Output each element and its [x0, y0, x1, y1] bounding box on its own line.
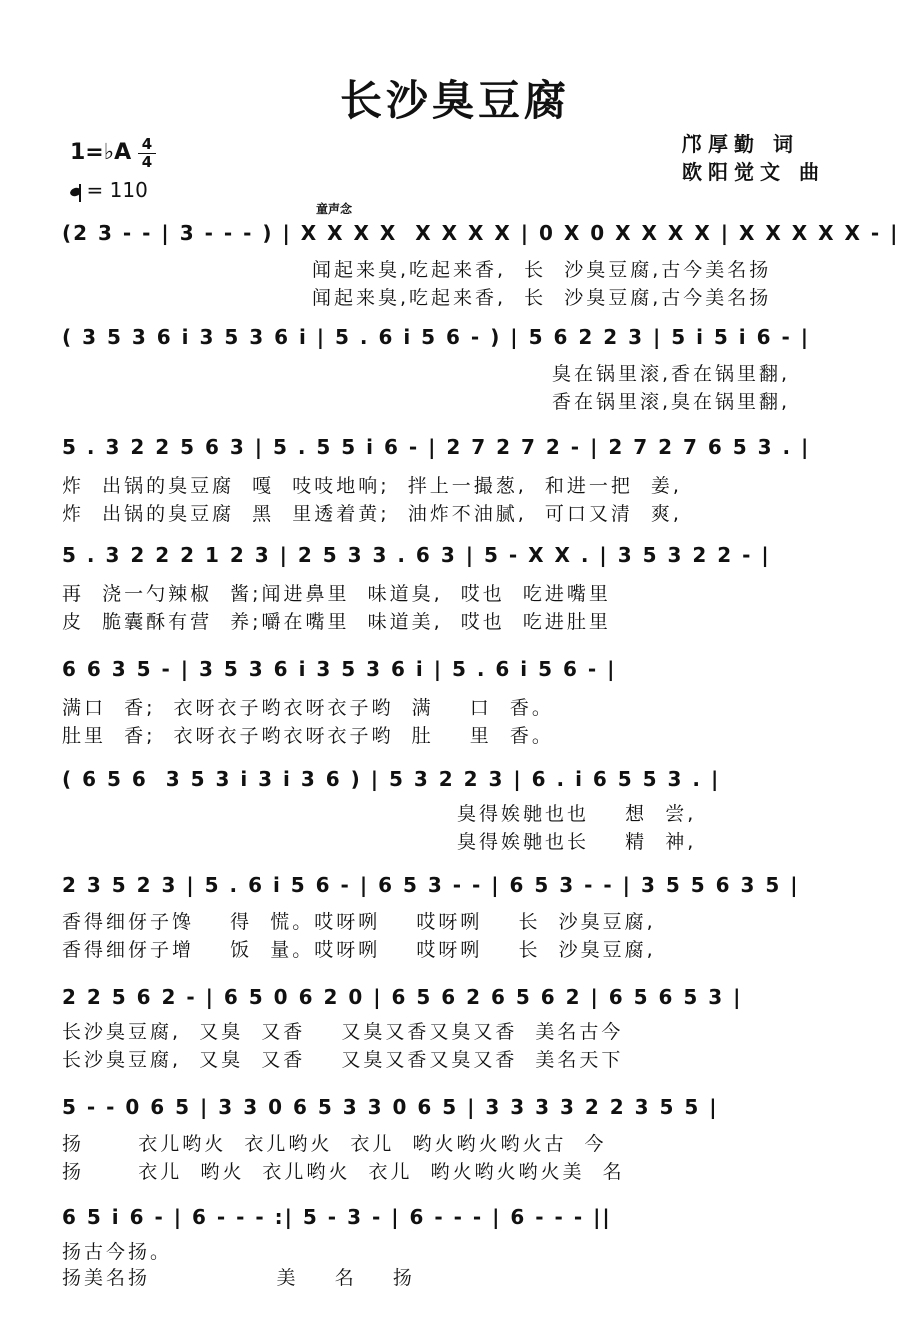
- time-signature-bottom: 4: [141, 153, 153, 171]
- lyric-line-2: 闻起来臭,吃起来香, 长 沙臭豆腐,古今美名扬: [312, 287, 772, 309]
- notation-line: 6 6 3 5 - | 3 5 3 6 i 3 5 3 6 i | 5 . 6 i 5 6 - |: [62, 657, 617, 681]
- lyric-line-2: 扬美名扬 美 名 扬: [62, 1267, 415, 1289]
- lyric-line-1: 扬古今扬。: [62, 1241, 173, 1263]
- notation-line: 2 3 5 2 3 | 5 . 6 i 5 6 - | 6 5 3 - - | 6 5 3 - - | 3 5 5 6 3 5 |: [62, 873, 800, 897]
- lyric-line-1: 香得细伢子馋 得 慌。哎呀咧 哎呀咧 长 沙臭豆腐,: [62, 911, 656, 933]
- lyric-line-2: 香得细伢子增 饭 量。哎呀咧 哎呀咧 长 沙臭豆腐,: [62, 939, 656, 961]
- lyric-line-2: 臭得娭毑也长 精 神,: [457, 831, 697, 853]
- lyric-line-2: 皮 脆囊酥有营 养;嚼在嘴里 味道美, 哎也 吃进肚里: [62, 611, 611, 633]
- lyric-line-1: 臭得娭毑也也 想 尝,: [457, 803, 697, 825]
- notation-line: (2 3 - - | 3 - - - ) | X X X X X X X X | 0 X 0 X X X X | X X X X X - |: [62, 221, 900, 245]
- notation-line: 5 . 3 2 2 2 1 2 3 | 2 5 3 3 . 6 3 | 5 - X X . | 3 5 3 2 2 - |: [62, 543, 771, 567]
- lyric-line-1: 扬 衣儿哟火 衣儿哟火 衣儿 哟火哟火哟火古 今: [62, 1133, 607, 1155]
- lyric-line-2: 炸 出锅的臭豆腐 黑 里透着黄; 油炸不油腻, 可口又清 爽,: [62, 503, 682, 525]
- tempo-marking: [70, 178, 148, 202]
- notation-line: 5 - - 0 6 5 | 3 3 0 6 5 3 3 0 6 5 | 3 3 3 3 2 2 3 5 5 |: [62, 1095, 719, 1119]
- lyric-line-2: 长沙臭豆腐, 又臭 又香 又臭又香又臭又香 美名天下: [62, 1049, 624, 1071]
- notation-line: 2 2 5 6 2 - | 6 5 0 6 2 0 | 6 5 6 2 6 5 6 2 | 6 5 6 5 3 |: [62, 985, 743, 1009]
- tempo-value: = 110: [86, 178, 148, 202]
- lyric-line-1: 满口 香; 衣呀衣子哟衣呀衣子哟 满 口 香。: [62, 697, 554, 719]
- lyricist-credit: 邝厚勤 词: [682, 132, 799, 156]
- notation-line: ( 3 5 3 6 i 3 5 3 6 i | 5 . 6 i 5 6 - ) | 5 6 2 2 3 | 5 i 5 i 6 - |: [62, 325, 811, 349]
- lyric-line-2: 肚里 香; 衣呀衣子哟衣呀衣子哟 肚 里 香。: [62, 725, 554, 747]
- time-signature: [138, 136, 156, 171]
- notation-line: 6 5 i 6 - | 6 - - - :| 5 - 3 - | 6 - - - | 6 - - - ||: [62, 1205, 612, 1229]
- key-signature: 1=♭A: [70, 140, 132, 165]
- lyric-line-2: 扬 衣儿 哟火 衣儿哟火 衣儿 哟火哟火哟火美 名: [62, 1161, 625, 1183]
- lyric-line-1: 再 浇一勺辣椒 酱;闻进鼻里 味道臭, 哎也 吃进嘴里: [62, 583, 611, 605]
- lyric-line-1: 长沙臭豆腐, 又臭 又香 又臭又香又臭又香 美名古今: [62, 1021, 624, 1043]
- composer-credit: 欧阳觉文 曲: [682, 160, 825, 184]
- lyric-line-1: 闻起来臭,吃起来香, 长 沙臭豆腐,古今美名扬: [312, 259, 772, 281]
- voice-note: 童声念: [316, 202, 353, 216]
- lyric-line-2: 香在锅里滚,臭在锅里翻,: [552, 391, 791, 413]
- song-title: 长沙臭豆腐: [339, 76, 570, 125]
- lyric-line-1: 炸 出锅的臭豆腐 嘎 吱吱地响; 拌上一撮葱, 和进一把 姜,: [62, 475, 682, 497]
- lyric-line-1: 臭在锅里滚,香在锅里翻,: [552, 363, 791, 385]
- notation-line: 5 . 3 2 2 5 6 3 | 5 . 5 5 i 6 - | 2 7 2 7 2 - | 2 7 2 7 6 5 3 . |: [62, 435, 811, 459]
- time-signature-top: 4: [138, 136, 156, 154]
- notation-line: ( 6 5 6 3 5 3 i 3 i 3 6 ) | 5 3 2 2 3 | 6 . i 6 5 5 3 . |: [62, 767, 721, 791]
